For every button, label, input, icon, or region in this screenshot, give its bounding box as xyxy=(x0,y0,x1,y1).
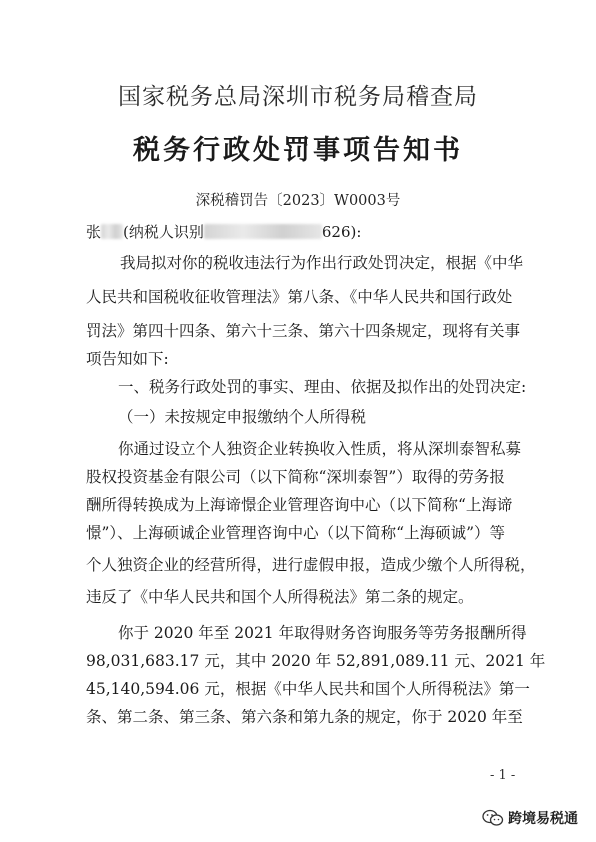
recipient-line xyxy=(86,221,361,242)
recipient-name-prefix: 张 xyxy=(86,223,102,241)
section-heading: 一、税务行政处罚的事实、理由、依据及拟作出的处罚决定: xyxy=(118,378,527,396)
body-line: 个人独资企业的经营所得，进行虚假申报，造成少缴个人所得税， xyxy=(86,556,536,574)
recipient-id-suffix: 626): xyxy=(321,223,362,241)
body-line: 项告知如下: xyxy=(86,350,169,368)
page-number: - 1 - xyxy=(490,768,516,783)
wechat-icon xyxy=(482,809,504,827)
body-line: 罚法》第四十四条、第六十三条、第六十四条规定，现将有关事 xyxy=(86,322,521,340)
body-line: 憬”）、上海硕诚企业管理咨询中心（以下简称“上海硕诚”）等 xyxy=(86,524,506,542)
body-line: 人民共和国税收征收管理法》第八条、《中华人民共和国行政处 xyxy=(86,288,513,306)
body-line: 你通过设立个人独资企业转换收入性质，将从深圳泰智私募 xyxy=(118,440,522,458)
recipient-id-label: (纳税人识别 xyxy=(123,223,204,241)
subsection-heading: （一）未按规定申报缴纳个人所得税 xyxy=(118,408,367,426)
watermark xyxy=(482,808,578,828)
body-line: 你于 2020 年至 2021 年取得财务咨询服务等劳务报酬所得 xyxy=(118,624,527,642)
body-line: 违反了《中华人民共和国个人所得税法》第二条的规定。 xyxy=(86,588,474,606)
body-line: 酬所得转换成为上海谛憬企业管理咨询中心（以下简称“上海谛 xyxy=(86,496,513,514)
redacted-name xyxy=(101,224,123,239)
document-title: 税务行政处罚事项告知书 xyxy=(133,135,463,166)
body-line: 45,140,594.06 元，根据《中华人民共和国个人所得税法》第一 xyxy=(86,680,530,698)
issuing-agency: 国家税务总局深圳市税务局稽查局 xyxy=(118,84,478,110)
document-number: 深税稽罚告〔2023〕W0003号 xyxy=(195,193,401,209)
body-line: 股权投资基金有限公司（以下简称“深圳泰智”）取得的劳务报 xyxy=(86,468,505,486)
body-line: 我局拟对你的税收违法行为作出行政处罚决定，根据《中华 xyxy=(120,254,524,272)
watermark-text: 跨境易税通 xyxy=(508,811,578,827)
redacted-taxpayer-id xyxy=(204,224,322,239)
body-line: 98,031,683.17 元，其中 2020 年 52,891,089.11 元、2021 年 xyxy=(86,652,546,670)
body-line: 条、第二条、第三条、第六条和第九条的规定，你于 2020 年至 xyxy=(86,708,523,726)
